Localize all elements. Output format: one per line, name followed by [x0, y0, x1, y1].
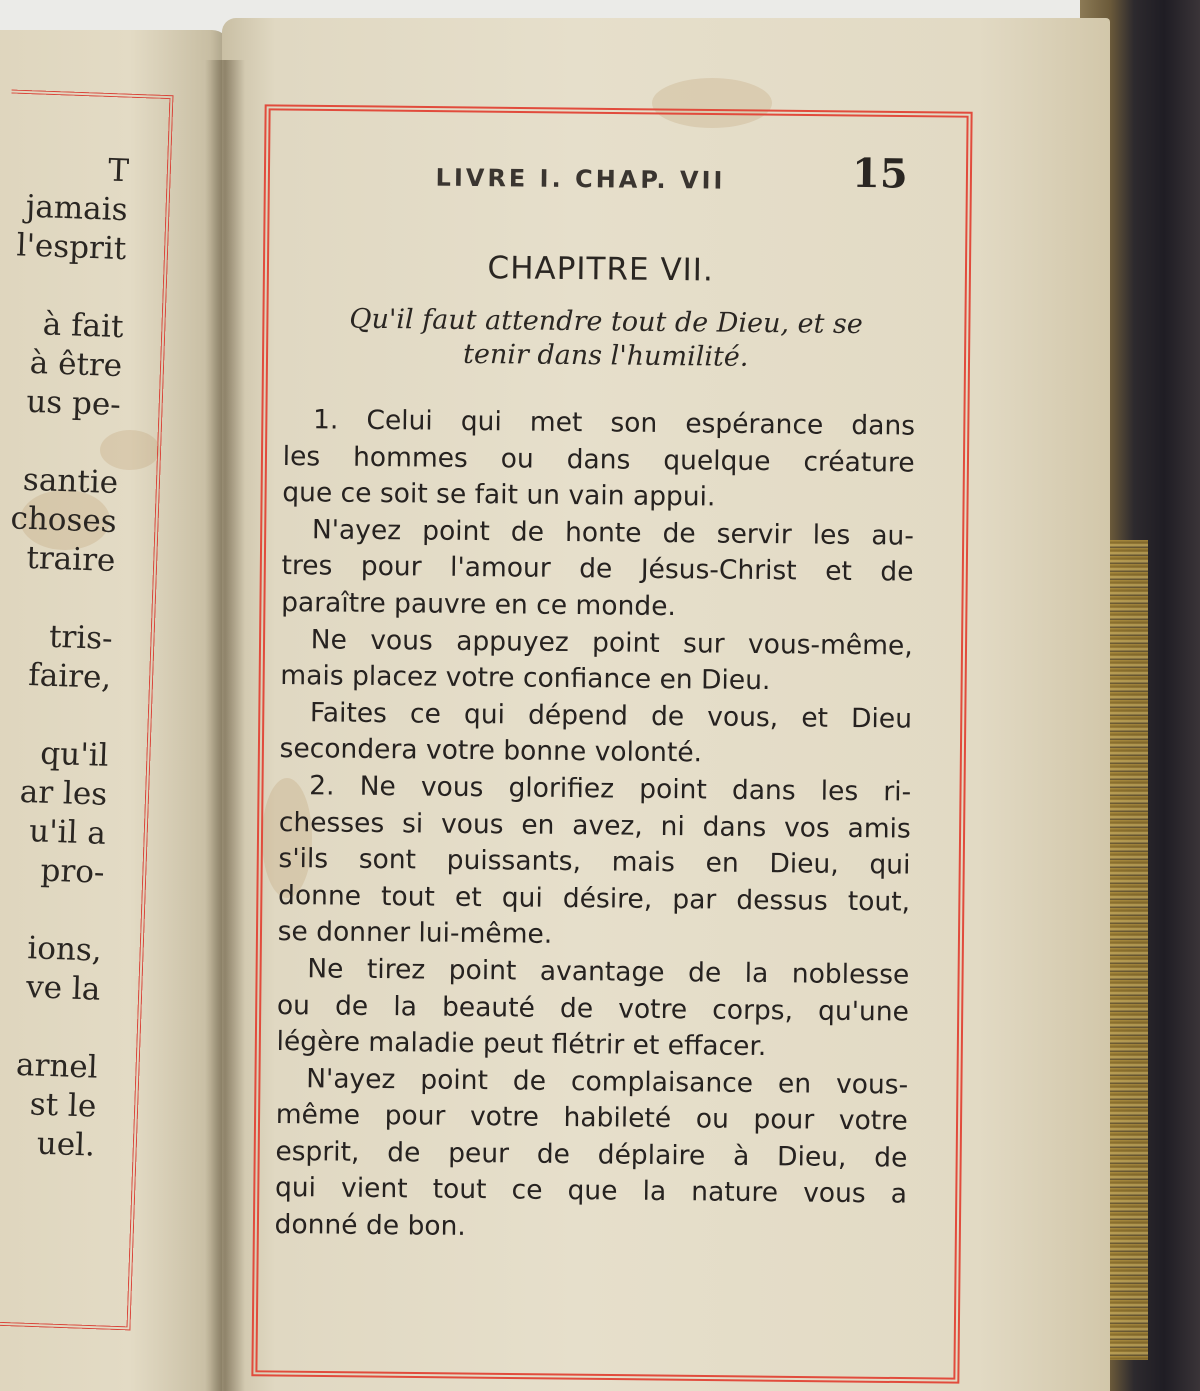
left-text-fragment	[0, 889, 104, 932]
left-text-fragment: à être	[29, 344, 123, 385]
left-text-fragment	[0, 694, 111, 737]
left-text-fragment: qu'il	[39, 735, 110, 774]
chapter-subtitle	[296, 302, 917, 376]
left-text-fragment: traire	[25, 539, 116, 580]
left-text-fragment: st le	[29, 1086, 97, 1125]
left-text-fragment: ar les	[19, 773, 108, 813]
text-line: tres pour l'amour de Jésus-Christ et de	[281, 550, 914, 588]
text-line: donné de bon.	[274, 1209, 466, 1243]
text-line: se donner lui-même.	[277, 916, 553, 951]
left-text-fragment: ve la	[25, 969, 101, 1008]
text-line: paraître pauvre en ce monde.	[280, 586, 677, 623]
left-text-fragment	[1, 577, 114, 620]
chapter-title: CHAPITRE VII.	[487, 250, 714, 289]
text-line: mais placez votre confiance en Dieu.	[280, 660, 771, 697]
book-gutter-shadow	[205, 60, 245, 1391]
text-line: même pour votre habileté ou pour votre	[275, 1099, 908, 1137]
right-page-text-block	[274, 140, 918, 1257]
subtitle-line: Qu'il faut attendre tout de Dieu, et se	[349, 303, 863, 341]
left-text-fragment: ions,	[26, 930, 103, 969]
text-line: donne tout et qui désire, par dessus tout,	[277, 879, 911, 918]
chapter-body-text	[274, 402, 915, 1250]
left-text-fragment: l'esprit	[15, 227, 127, 268]
left-text-fragment: tris-	[48, 618, 114, 657]
text-line: s'ils sont puissants, mais en Dieu, qui	[278, 843, 911, 881]
left-text-fragment: u'il a	[28, 813, 107, 852]
page-number: 15	[851, 149, 908, 198]
text-line: 1. Celui qui met son espérance dans	[312, 404, 916, 442]
text-line: 2. Ne vous glorifiez point dans les ri-	[309, 770, 912, 808]
text-line: secondera votre bonne volonté.	[279, 733, 703, 769]
text-line: N'ayez point de honte de servir les au-	[311, 514, 915, 552]
text-line: chesses si vous en avez, ni dans vos amis	[278, 806, 911, 845]
text-line: légère maladie peut flétrir et effacer.	[276, 1026, 767, 1063]
left-text-fragment: santie	[22, 461, 119, 502]
text-line: esprit, de peur de déplaire à Dieu, de	[275, 1135, 908, 1174]
text-line: qui vient tout ce que la nature vous a	[274, 1172, 908, 1211]
left-text-fragment: faire,	[27, 657, 112, 696]
left-text-fragment	[12, 265, 125, 308]
running-head: LIVRE I. CHAP. VII	[435, 163, 726, 195]
left-text-fragment	[7, 421, 120, 464]
left-text-fragment: us pe-	[25, 383, 122, 424]
left-text-fragment: à fait	[42, 306, 125, 346]
left-text-fragment: pro-	[40, 852, 106, 891]
left-text-fragment	[0, 1006, 100, 1049]
left-text-fragment: T	[107, 152, 130, 190]
left-text-fragment: uel.	[36, 1125, 96, 1164]
text-line: Ne vous appuyez point sur vous-même,	[310, 623, 913, 662]
left-text-fragment: choses	[9, 500, 118, 541]
subtitle-line: tenir dans l'humilité.	[462, 338, 749, 373]
text-line: que ce soit se fait un vain appui.	[282, 477, 716, 513]
left-text-fragment: jamais	[25, 188, 129, 229]
gilt-page-edges	[1108, 540, 1148, 1360]
left-text-fragment: arnel	[15, 1046, 99, 1086]
text-line: les hommes ou dans quelque créature	[282, 440, 915, 479]
text-line: N'ayez point de complaisance en vous-	[306, 1062, 909, 1101]
text-line: ou de la beauté de votre corps, qu'une	[276, 989, 910, 1028]
text-line: Faites ce qui dépend de vous, et Dieu	[309, 697, 913, 735]
text-line: Ne tirez point avantage de la noblesse	[307, 953, 910, 991]
